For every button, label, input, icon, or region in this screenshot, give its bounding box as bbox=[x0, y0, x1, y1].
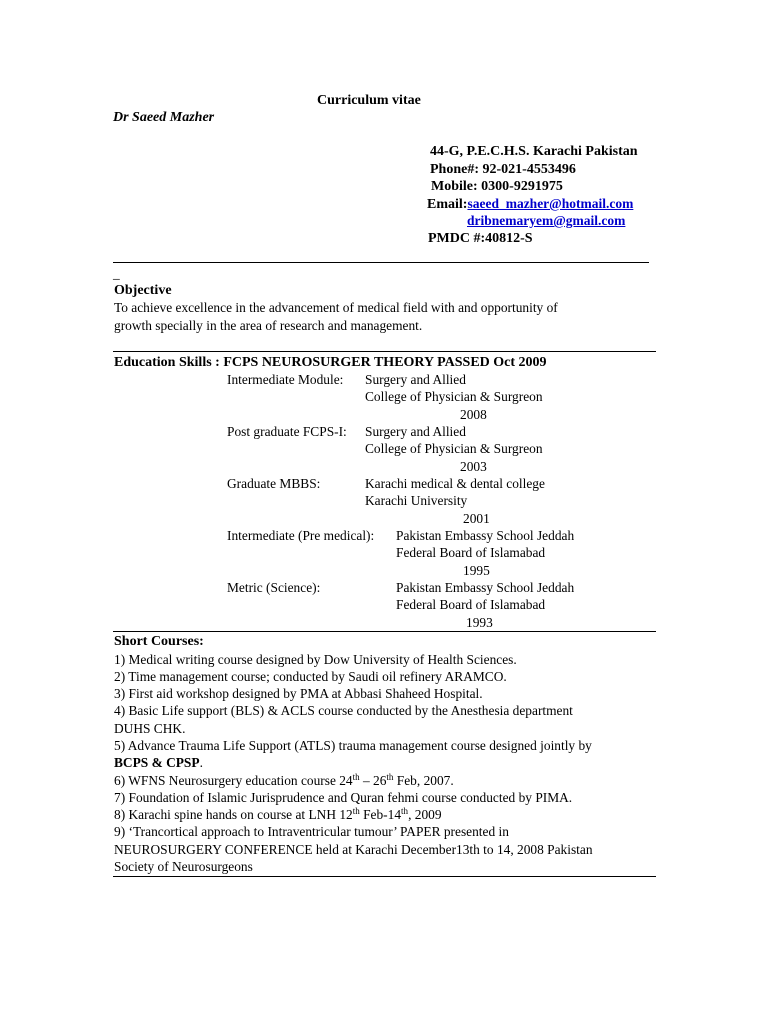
education-detail: College of Physician & Surgreon bbox=[365, 441, 543, 456]
candidate-name: Dr Saeed Mazher bbox=[113, 110, 215, 125]
courses-divider bbox=[113, 876, 656, 877]
course-item-2: 2) Time management course; conducted by Saudi oil refinery ARAMCO. bbox=[114, 669, 507, 684]
education-detail: Pakistan Embassy School Jeddah bbox=[396, 580, 575, 595]
course-item-5: 5) Advance Trauma Life Support (ATLS) trauma management course designed jointly by bbox=[114, 738, 592, 753]
document-title: Curriculum vitae bbox=[317, 93, 421, 108]
mobile: Mobile: 0300-9291975 bbox=[431, 179, 563, 194]
course-item-8-text: Feb-14 bbox=[359, 807, 402, 822]
stray-underscore: _ bbox=[113, 266, 120, 281]
education-detail: College of Physician & Surgreon bbox=[365, 389, 543, 404]
education-divider bbox=[113, 631, 656, 632]
email-row bbox=[427, 195, 633, 213]
education-detail: Pakistan Embassy School Jeddah bbox=[396, 528, 575, 543]
education-label: Intermediate Module: bbox=[227, 372, 344, 387]
education-year: 1993 bbox=[466, 615, 493, 630]
ordinal-suffix: th bbox=[386, 772, 394, 782]
course-item-8-text: , 2009 bbox=[408, 807, 442, 822]
education-detail: Federal Board of Islamabad bbox=[396, 597, 546, 612]
education-detail: Karachi medical & dental college bbox=[365, 476, 545, 491]
education-heading: Education Skills : FCPS NEUROSURGER THEORY PASSED Oct 2009 bbox=[114, 355, 547, 370]
course-item-5-cont bbox=[114, 754, 203, 771]
course-item-6-text: 6) WFNS Neurosurgery education course 24 bbox=[114, 773, 353, 788]
education-year: 2008 bbox=[460, 407, 487, 422]
objective-heading: Objective bbox=[114, 283, 172, 298]
course-item-6-text: Feb, 2007. bbox=[393, 773, 454, 788]
education-detail: Karachi University bbox=[365, 493, 468, 508]
education-label: Graduate MBBS: bbox=[227, 476, 321, 491]
course-item-9: 9) ‘Trancortical approach to Intraventricular tumour’ PAPER presented in bbox=[114, 824, 509, 839]
phone: Phone#: 92-021-4553496 bbox=[430, 162, 576, 177]
ordinal-suffix: th bbox=[352, 806, 360, 816]
ordinal-suffix: th bbox=[401, 806, 409, 816]
education-label: Intermediate (Pre medical): bbox=[227, 528, 375, 543]
email-link-secondary[interactable]: dribnemaryem@gmail.com bbox=[467, 213, 626, 228]
email-label: Email: bbox=[427, 197, 468, 212]
pmdc-number: PMDC #:40812-S bbox=[428, 231, 533, 246]
course-item-5-period: . bbox=[199, 755, 203, 770]
education-label: Post graduate FCPS-I: bbox=[227, 424, 347, 439]
course-item-8-text: 8) Karachi spine hands on course at LNH 12 bbox=[114, 807, 353, 822]
course-item-3: 3) First aid workshop designed by PMA at Abbasi Shaheed Hospital. bbox=[114, 686, 483, 701]
education-year: 2003 bbox=[460, 459, 487, 474]
course-item-4: 4) Basic Life support (BLS) & ACLS course conducted by the Anesthesia department bbox=[114, 703, 573, 718]
objective-text-line-2: growth specially in the area of research and management. bbox=[114, 318, 423, 333]
course-item-4-cont: DUHS CHK. bbox=[114, 721, 186, 736]
education-detail: Federal Board of Islamabad bbox=[396, 545, 546, 560]
course-item-6-text: – 26 bbox=[359, 773, 387, 788]
address: 44-G, P.E.C.H.S. Karachi Pakistan bbox=[430, 144, 638, 159]
short-courses-heading: Short Courses: bbox=[114, 634, 204, 649]
education-year: 1995 bbox=[463, 563, 490, 578]
email-link-primary[interactable]: saeed_mazher@hotmail.com bbox=[467, 196, 634, 211]
course-item-9-cont-2: Society of Neurosurgeons bbox=[114, 859, 253, 874]
education-year: 2001 bbox=[463, 511, 490, 526]
course-item-5-orgs: BCPS & CPSP bbox=[114, 755, 200, 770]
course-item-1: 1) Medical writing course designed by Dow University of Health Sciences. bbox=[114, 652, 517, 667]
course-item-7: 7) Foundation of Islamic Jurisprudence and Quran fehmi course conducted by PIMA. bbox=[114, 790, 573, 805]
education-detail: Surgery and Allied bbox=[365, 424, 466, 439]
email-row-2 bbox=[467, 212, 625, 230]
objective-text-line-1: To achieve excellence in the advancement of medical field with and opportunity of bbox=[114, 300, 558, 315]
ordinal-suffix: th bbox=[352, 772, 360, 782]
course-item-8 bbox=[114, 806, 442, 823]
education-label: Metric (Science): bbox=[227, 580, 321, 595]
course-item-6 bbox=[114, 772, 454, 789]
header-divider bbox=[113, 262, 649, 263]
course-item-9-cont: NEUROSURGERY CONFERENCE held at Karachi December13th to 14, 2008 Pakistan bbox=[114, 842, 593, 857]
education-detail: Surgery and Allied bbox=[365, 372, 466, 387]
objective-divider bbox=[113, 351, 656, 352]
